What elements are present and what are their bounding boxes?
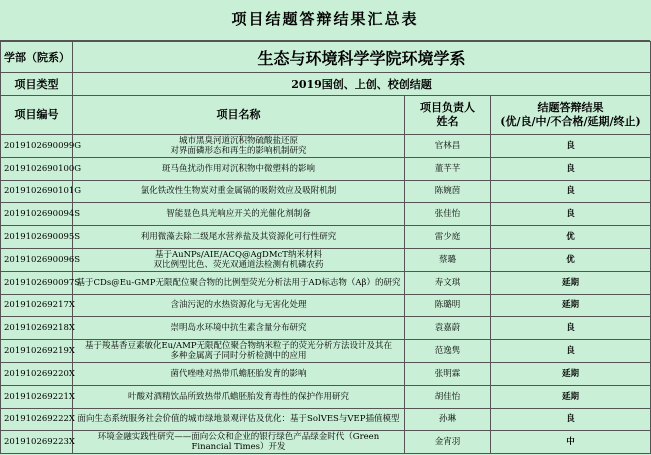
leader-cell: 陈婉茵 (405, 180, 491, 203)
header-result-line2: (优/良/中/不合格/延期/终止) (500, 115, 641, 128)
table-row (1, 248, 651, 271)
project-id-cell: 201910269219X (1, 340, 73, 363)
project-name-cell: 基于CDs@Eu-GMP无限配位聚合物的比例型荧光分析法用于AD标志物（Aβ）的研究 (73, 271, 405, 294)
header-result (491, 96, 651, 135)
project-name-cell: 利用微藻去除二级尾水营养盐及其资源化可行性研究 (73, 226, 405, 249)
result-cell: 良 (491, 157, 651, 180)
project-type-label: 项目类型 (1, 73, 73, 96)
leader-cell: 寿文琪 (405, 271, 491, 294)
project-name-cell: 城市黑臭河道沉积物硫酸盐还原 对界面磷形态和再生的影响机制研究 (73, 135, 405, 158)
result-cell: 延期 (491, 362, 651, 385)
result-cell: 良 (491, 203, 651, 226)
leader-cell: 范逸隽 (405, 340, 491, 363)
project-id-cell: 2019102690096S (1, 248, 73, 271)
leader-cell: 蔡璐 (405, 248, 491, 271)
project-id-cell: 2019102690097S (1, 271, 73, 294)
result-cell: 延期 (491, 294, 651, 317)
header-leader-line1: 项目负责人 (420, 101, 475, 114)
project-name-cell: 基于羧基香豆素敏化Eu/AMP无限配位聚合物纳米粒子的荧光分析方法设计及其在 多种金属离子同时分析检测中的应用 (73, 340, 405, 363)
leader-cell: 雷少庭 (405, 226, 491, 249)
project-id-cell: 201910269222X (1, 408, 73, 431)
table-row (1, 180, 651, 203)
project-id-cell: 2019102690094S (1, 203, 73, 226)
project-id-cell: 201910269220X (1, 362, 73, 385)
project-id-cell: 201910269223X (1, 431, 73, 454)
header-name: 项目名称 (73, 96, 405, 135)
leader-cell: 金宵羽 (405, 431, 491, 454)
leader-cell: 董芊芊 (405, 157, 491, 180)
table-row (1, 317, 651, 340)
department-label: 学部（院系） (1, 42, 73, 73)
project-id-cell: 201910269218X (1, 317, 73, 340)
header-result-line1: 结题答辩结果 (537, 101, 604, 114)
table-row (1, 431, 651, 454)
result-cell: 优 (491, 226, 651, 249)
project-type-row (1, 73, 651, 96)
results-table (0, 41, 651, 454)
project-name-cell: 叶酸对酒精饮品所致热带爪蟾胚胎发育毒性的保护作用研究 (73, 385, 405, 408)
result-cell: 良 (491, 408, 651, 431)
leader-cell: 袁嘉蔚 (405, 317, 491, 340)
table-row (1, 294, 651, 317)
result-cell: 延期 (491, 271, 651, 294)
leader-cell: 张佳怡 (405, 203, 491, 226)
project-name-cell: 基于AuNPs/AIE/ACQ@AgDMcT纳米材料 双比例型比色、荧光双通道法检测有机磷农药 (73, 248, 405, 271)
project-name-cell: 崇明岛水环境中抗生素含量分布研究 (73, 317, 405, 340)
project-name-cell: 菌代唑唑对热带爪蟾胚胎发育的影响 (73, 362, 405, 385)
project-name-cell: 含油污泥的水热资源化与无害化处理 (73, 294, 405, 317)
leader-cell: 陈璐明 (405, 294, 491, 317)
table-row (1, 362, 651, 385)
result-cell: 良 (491, 180, 651, 203)
project-name-cell: 斑马鱼扰动作用对沉积物中微塑料的影响 (73, 157, 405, 180)
project-name-cell: 智能显色具光响应开关的光催化剂制备 (73, 203, 405, 226)
result-cell: 良 (491, 340, 651, 363)
project-id-cell: 2019102690095S (1, 226, 73, 249)
project-id-cell: 2019102690101G (1, 180, 73, 203)
result-cell: 良 (491, 135, 651, 158)
project-id-cell: 2019102690099G (1, 135, 73, 158)
result-cell: 中 (491, 431, 651, 454)
table-row (1, 226, 651, 249)
leader-cell: 官林昌 (405, 135, 491, 158)
project-id-cell: 201910269221X (1, 385, 73, 408)
leader-cell: 孙琳 (405, 408, 491, 431)
project-name-cell: 氯化铁改性生物炭对重金属镉的吸附效应及吸附机制 (73, 180, 405, 203)
project-name-cell: 环境金融实践性研究——面向公众和企业的银行绿色产品绿金时代（Green Financial Times）开发 (73, 431, 405, 454)
project-id-cell: 2019102690100G (1, 157, 73, 180)
table-row (1, 408, 651, 431)
result-cell: 优 (491, 248, 651, 271)
header-row (1, 96, 651, 135)
result-cell: 延期 (491, 385, 651, 408)
table-row (1, 271, 651, 294)
table-row (1, 203, 651, 226)
table-row (1, 157, 651, 180)
project-type-value: 2019国创、上创、校创结题 (73, 73, 651, 96)
result-cell: 良 (491, 317, 651, 340)
sheet-title: 项目结题答辩结果汇总表 (0, 0, 650, 41)
project-id-cell: 201910269217X (1, 294, 73, 317)
table-row (1, 135, 651, 158)
table-row (1, 340, 651, 363)
header-leader-line2: 姓名 (436, 115, 459, 128)
department-value: 生态与环境科学学院环境学系 (73, 42, 651, 73)
project-name-cell: 面向生态系统服务社会价值的城市绿地景观评估及优化：基于SolVES与VEP插值模型 (73, 408, 405, 431)
table-row (1, 385, 651, 408)
header-id: 项目编号 (1, 96, 73, 135)
department-row (1, 42, 651, 73)
leader-cell: 胡佳怡 (405, 385, 491, 408)
header-leader (405, 96, 491, 135)
leader-cell: 张明霖 (405, 362, 491, 385)
